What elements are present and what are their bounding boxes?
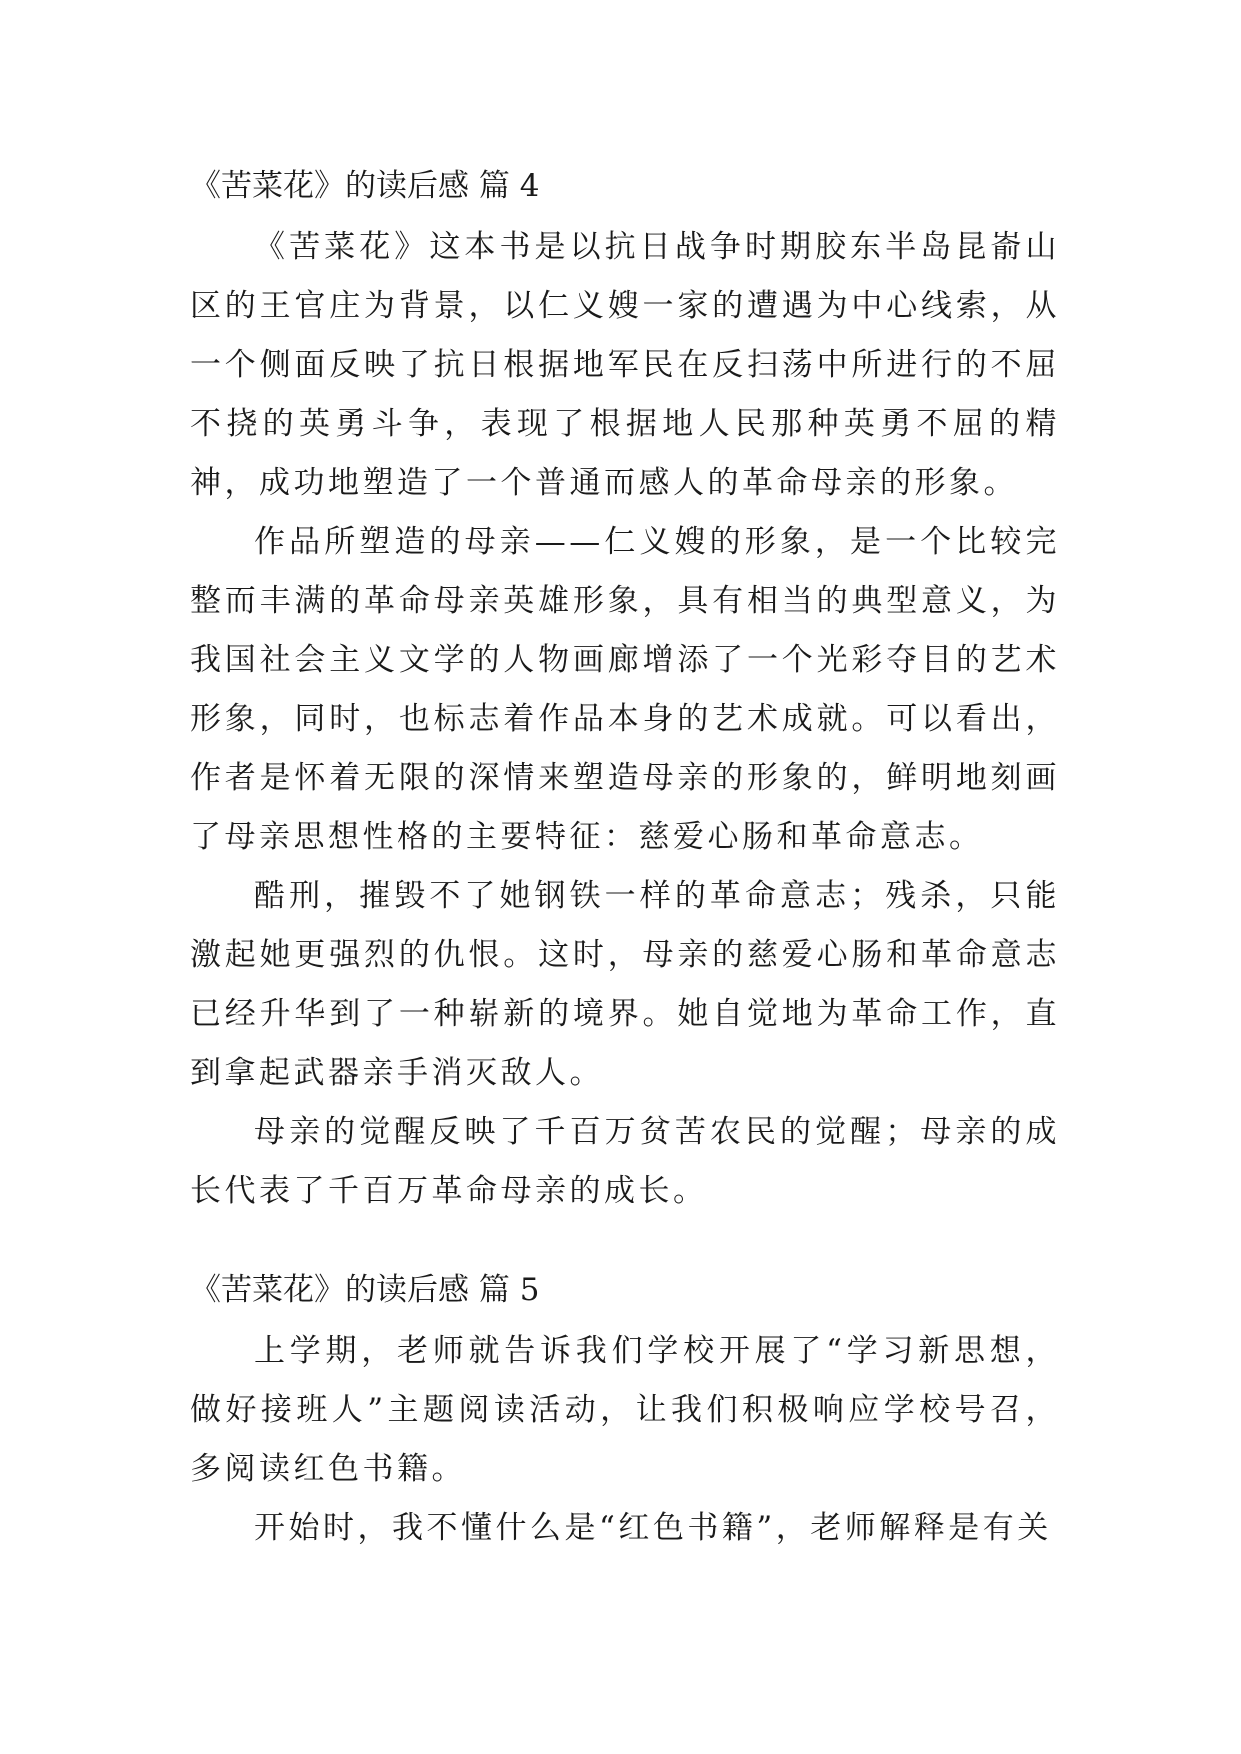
paragraph: 上学期，老师就告诉我们学校开展了“学习新思想，做好接班人”主题阅读活动，让我们积极响应学校号召，多阅读红色书籍。 [190, 1333, 1060, 1487]
paragraph: 母亲的觉醒反映了千百万贫苦农民的觉醒；母亲的成长代表了千百万革命母亲的成长。 [190, 1114, 1060, 1209]
essay-section-5 [190, 1266, 1060, 1558]
paragraph: 作品所塑造的母亲——仁义嫂的形象，是一个比较完整而丰满的革命母亲英雄形象，具有相当的典型意义，为我国社会主义文学的人物画廊增添了一个光彩夺目的艺术形象，同时，也标志着作品本身的艺术成就。可以看出，作者是怀着无限的深情来塑造母亲的形象的，鲜明地刻画了母亲思想性格的主要特征：慈爱心肠和革命意志。 [190, 524, 1060, 855]
section-heading: 《苦菜花》的读后感 篇 5 [190, 1272, 540, 1308]
paragraph: 酷刑，摧毁不了她钢铁一样的革命意志；残杀，只能激起她更强烈的仇恨。这时，母亲的慈爱心肠和革命意志已经升华到了一种崭新的境界。她自觉地为革命工作，直到拿起武器亲手消灭敌人。 [190, 878, 1060, 1091]
section-heading: 《苦菜花》的读后感 篇 4 [190, 168, 540, 204]
paragraph: 《苦菜花》这本书是以抗日战争时期胶东半岛昆嵛山区的王官庄为背景，以仁义嫂一家的遭遇为中心线索，从一个侧面反映了抗日根据地军民在反扫荡中所进行的不屈不挠的英勇斗争，表现了根据地人民那种英勇不屈的精神，成功地塑造了一个普通而感人的革命母亲的形象。 [190, 229, 1060, 501]
essay-section-4 [190, 162, 1060, 1221]
paragraph: 开始时，我不懂什么是“红色书籍”，老师解释是有关 [254, 1510, 1052, 1546]
